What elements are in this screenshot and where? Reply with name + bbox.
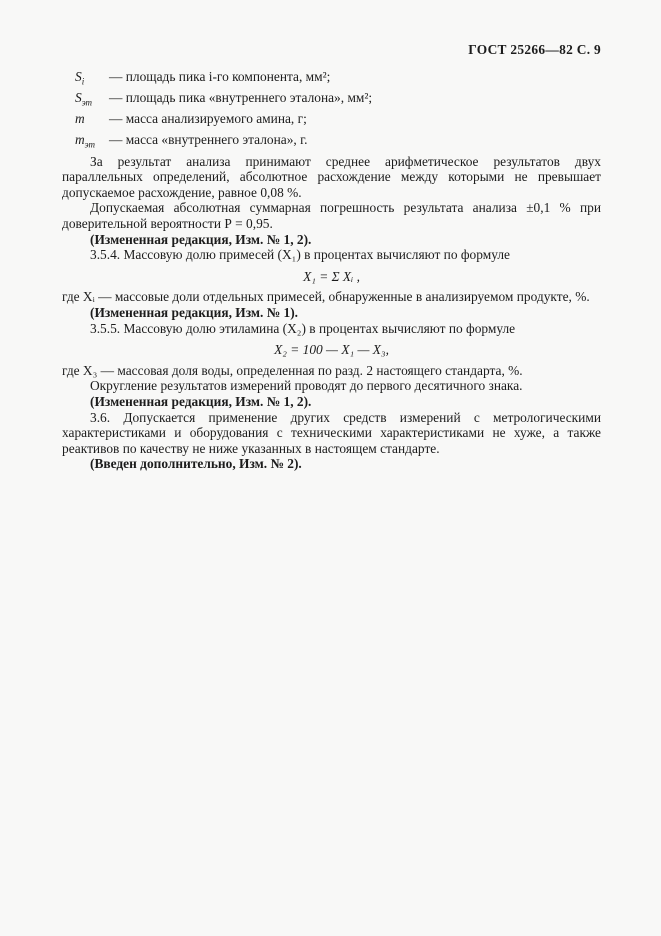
variable-subscript: эт	[84, 140, 96, 151]
definition-row	[75, 69, 601, 90]
variable-letter: m	[75, 132, 85, 148]
variable-letter: S	[75, 68, 82, 84]
variable-symbol	[75, 90, 109, 111]
page-header: ГОСТ 25266—82 С. 9	[468, 42, 601, 57]
definition-row	[75, 90, 601, 111]
variable-symbol	[75, 111, 109, 132]
paragraph-error: Допускаемая абсолютная суммарная погрешность результата анализа ±0,1 % при доверительной вероятности Р = 0,95.	[62, 200, 601, 232]
definition-row	[75, 111, 601, 132]
paragraph-3-6: 3.6. Допускается применение других средств измерений с метрологическими характеристиками и оборудования с техническими характеристиками не хуже, а также реактивов по качеству не ниже указанных в настоящем стандарте.	[62, 409, 601, 456]
variable-symbol	[75, 69, 109, 90]
variable-symbol	[75, 132, 109, 153]
formula-impurities: X₁ = Σ Xᵢ ,	[303, 268, 360, 284]
amendment-note: (Измененная редакция, Изм. № 1, 2).	[90, 231, 312, 247]
definition-row	[75, 132, 601, 153]
paragraph-where-impurities: где Xᵢ — массовые доли отдельных примесей, обнаруженные в анализируемом продукте, %.	[62, 289, 590, 305]
formula-ethylamine: X₂ = 100 — X₁ — X₃,	[274, 342, 389, 358]
paragraph-where-water: где X₃ — массовая доля воды, определенная по разд. 2 настоящего стандарта, %.	[62, 362, 523, 378]
variable-subscript: i	[81, 76, 85, 87]
definition-text: — масса анализируемого амина, г;	[109, 111, 307, 127]
definition-text: — площадь пика «внутреннего эталона», мм²;	[109, 89, 373, 105]
definition-text: — масса «внутреннего эталона», г.	[109, 132, 308, 148]
amendment-note: (Измененная редакция, Изм. № 1).	[90, 305, 299, 320]
paragraph-3-5-4: 3.5.4. Массовую долю примесей (X₁) в процентах вычисляют по формуле	[90, 247, 510, 263]
definitions-list	[75, 69, 601, 154]
amendment-note: (Введен дополнительно, Изм. № 2).	[90, 456, 302, 472]
paragraph-result: За результат анализа принимают среднее арифметическое результатов двух параллельных определений, абсолютное расхождение между которыми не превышает допускаемое расхождение, равное 0,08 %.	[62, 153, 601, 200]
variable-letter: m	[75, 111, 85, 127]
paragraph-3-5-5: 3.5.5. Массовую долю этиламина (X₂) в процентах вычисляют по формуле	[90, 320, 516, 336]
paragraph-rounding: Округление результатов измерений проводят до первого десятичного знака.	[90, 378, 523, 394]
variable-letter: S	[75, 89, 82, 105]
definition-text: — площадь пика i-го компонента, мм²;	[109, 68, 331, 84]
amendment-note: (Измененная редакция, Изм. № 1, 2).	[90, 393, 312, 409]
variable-subscript: эт	[81, 97, 93, 108]
